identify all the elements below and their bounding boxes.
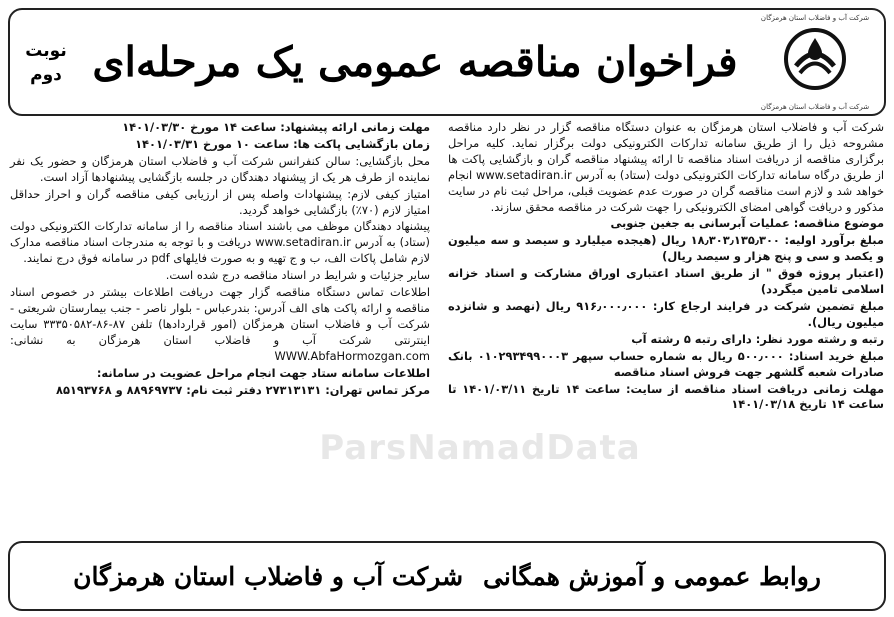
funding-note: (اعتبار پروژه فوق " از طریق اسناد اعتباری اوراق مشارکت و اسناد خزانه اسلامی تامین میگردد) (448, 266, 884, 297)
round-badge-line1: نوبت (25, 41, 67, 61)
tender-subject: موضوع مناقصه: عملیات آبرسانی به جغین جنوبی (610, 216, 884, 231)
logo-bottom-caption: شرکت آب و فاضلاب استان هرمزگان (760, 103, 870, 111)
company-logo (752, 14, 878, 112)
footer-company: شرکت آب و فاضلاب استان هرمزگان (73, 561, 464, 591)
initial-estimate: مبلغ برآورد اولیه: ۱۸٫۳۰۳٫۱۳۵٫۳۰۰ ریال (هیجده میلیارد و سیصد و سه میلیون و یکصد و سی و پنج هزار و سیصد ریال) (448, 233, 884, 264)
notice-body (10, 120, 884, 520)
logo-top-caption: شرکت آب و فاضلاب استان هرمزگان (760, 14, 870, 22)
left-column (10, 120, 430, 520)
watermark: ParsNamadData (319, 428, 641, 468)
contact-info: اطلاعات تماس دستگاه مناقصه گزار جهت دریافت اطلاعات بیشتر در خصوص اسناد مناقصه و ارائه پاکت های الف آدرس: بندرعباس - بلوار ناصر - جنب بیمارستان شریعتی - شرکت آب و فاضلاب استان هرمزگان (امور قراردادها) تلفن ۸۷-۸۶-۳۳۳۵۰۵۸۲ سایت اینترنتی شرکت آب و فاضلاب استان هرمزگان به نشانی: WWW.AbfaHormozgan.com (10, 285, 430, 363)
required-grade: رتبه و رشته مورد نظر: دارای رتبه ۵ رشته آب (631, 331, 884, 346)
guarantee-amount: مبلغ تضمین شرکت در فرایند ارجاع کار: ۹۱۶٫۰۰۰٫۰۰۰ ریال (نهصد و شانزده میلیون ریال). (448, 298, 885, 329)
other-details: سایر جزئیات و شرایط در اسناد مناقصه درج شده است. (165, 268, 430, 283)
notice-footer (8, 541, 886, 611)
notice-header (8, 8, 886, 116)
right-column (448, 120, 884, 520)
proposal-deadline: مهلت زمانی ارائه پیشنهاد: ساعت ۱۴ مورخ ۱۴۰۱/۰۳/۳۰ (122, 120, 430, 134)
round-badge (14, 24, 78, 102)
page-title: فراخوان مناقصه عمومی یک مرحله‌ای (92, 38, 738, 86)
intro-paragraph: شرکت آب و فاضلاب استان هرمزگان به عنوان دستگاه مناقصه گزار در نظر دارد مناقصه مشروحه ذیل را از طریق سامانه تدارکات الکترونیکی دولت برگزار نماید. کلیه مراحل برگزاری مناقصه از دریافت اسناد مناقصه تا ارائه پیشنهاد مناقصه گران و بازگشایی پاکت ها از طریق درگاه سامانه تدارکات الکترونیکی دولت (ستاد) به آدرس www.setadiran.ir انجام خواهد شد و لازم است مناقصه گران در صورت عدم عضویت قبلی، مراحل ثبت نام در سایت مذکور و دریافت گواهی امضای الکترونیکی را جهت شرکت در مناقصه محقق سازند. (448, 120, 884, 214)
opening-location: محل بازگشایی: سالن کنفرانس شرکت آب و فاضلاب استان هرمزگان و حضور یک نفر نماینده از طرف هر یک از پیشنهاد دهندگان در جلسه بازگشایی پیشنهادها آزاد است. (10, 153, 430, 184)
setad-contact-numbers: مرکز تماس تهران: ۲۷۳۱۳۱۳۱ دفتر ثبت نام: ۸۸۹۶۹۷۳۷ و ۸۵۱۹۳۷۶۸ (56, 382, 430, 397)
setad-info-heading: اطلاعات سامانه ستاد جهت انجام مراحل عضویت در سامانه: (96, 365, 430, 380)
opening-time: زمان بازگشایی پاکت ها: ساعت ۱۰ مورخ ۱۴۰۱/۰۳/۳۱ (135, 136, 430, 151)
document-price: مبلغ خرید اسناد: ۵۰۰٫۰۰۰ ریال به شماره حساب سپهر ۰۱۰۲۹۳۴۹۹۰۰۰۳ بانک صادرات شعبه گلشهر جهت فروش اسناد مناقصه (448, 348, 884, 379)
submission-instructions: پیشنهاد دهندگان موظف می باشند اسناد مناقصه را از سامانه تدارکات الکترونیکی دولت (ستاد) به آدرس www.setadiran.ir دریافت و با توجه به مندرجات اسناد مناقصه مدارک لازم شامل پاکات الف، ب و ج تهیه و به صورت فایلهای pdf در سامانه فوق درج نمایند. (10, 219, 430, 266)
quality-score: امتیاز کیفی لازم: پیشنهادات واصله پس از ارزیابی کیفی مناقصه گران و احراز حداقل امتیاز لازم (۷۰٪) بازگشایی خواهد گردید. (10, 186, 430, 217)
footer-department: روابط عمومی و آموزش همگانی (483, 561, 821, 591)
round-badge-line2: دوم (30, 65, 62, 85)
document-deadline: مهلت زمانی دریافت اسناد مناقصه از سایت: ساعت ۱۴ تاریخ ۱۴۰۱/۰۳/۱۱ تا ساعت ۱۴ تاریخ ۱۴۰۱/۰۳/۱۸ (448, 381, 884, 412)
water-drop-logo-icon (784, 28, 846, 90)
